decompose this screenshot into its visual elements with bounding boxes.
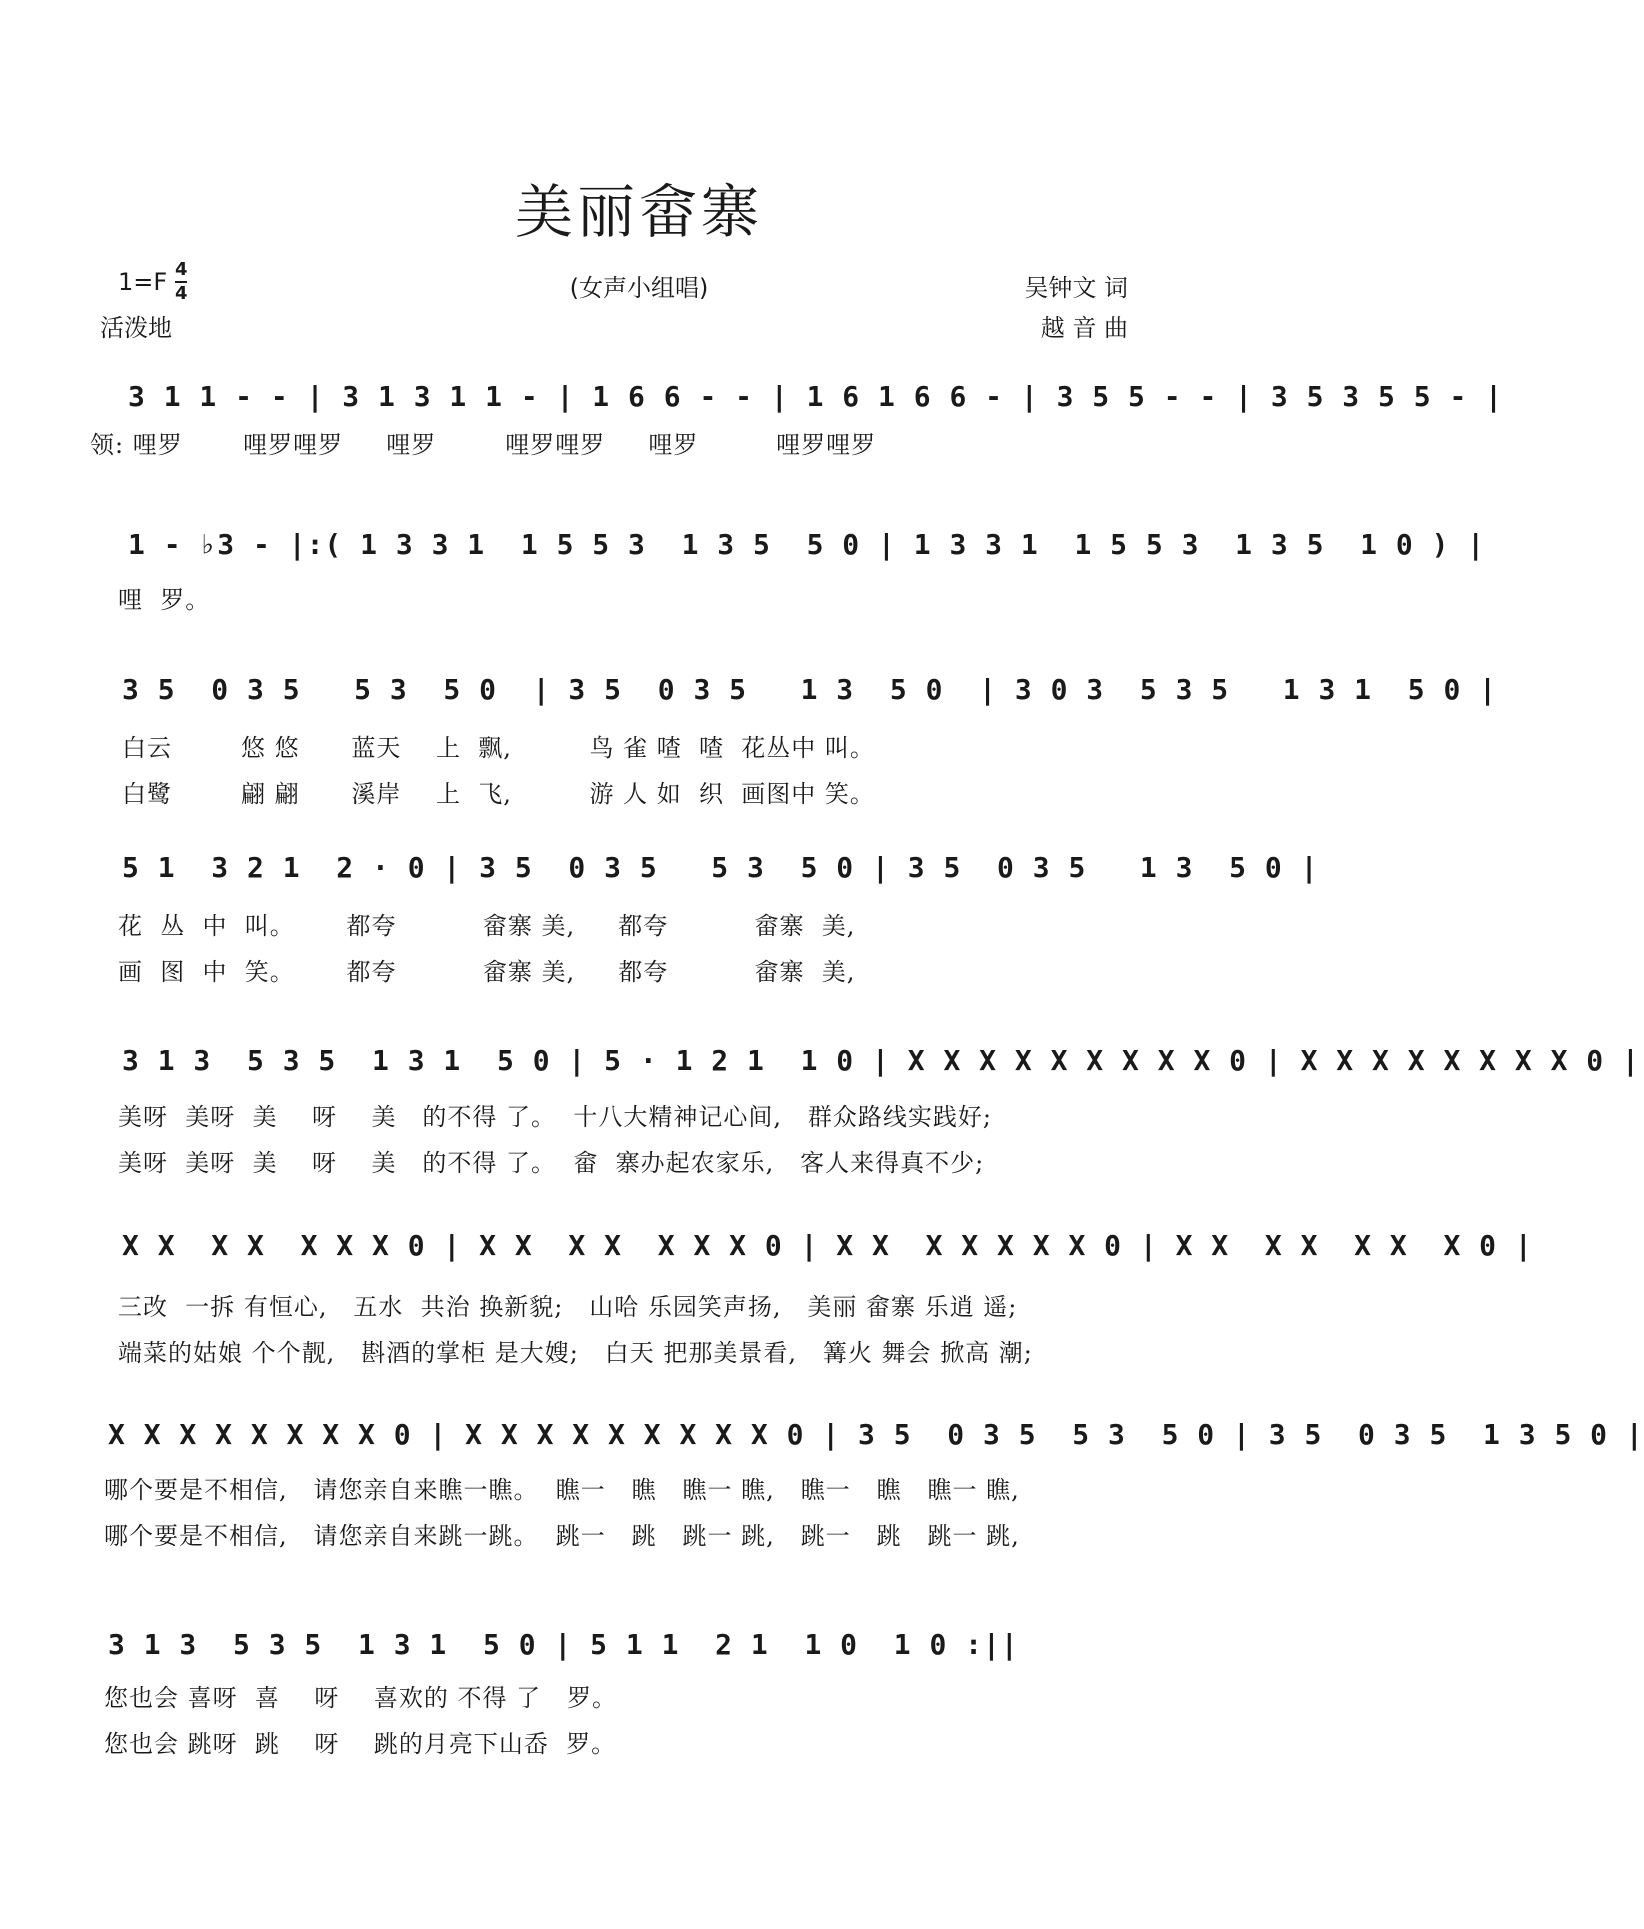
notation-line-5: 3 1 3 5 3 5 1 3 1 5 0 | 5 · 1 2 1 1 0 | X X X X X X X X X 0 | X X X X X X X X 0 |	[122, 1044, 1640, 1077]
notation-line-4: 5 1 3 2 1 2 · 0 | 3 5 0 3 5 5 3 5 0 | 3 5 0 3 5 1 3 5 0 |	[122, 851, 1319, 884]
lyric-line-2: 哩 罗。	[118, 586, 211, 614]
notation-line-1: 3 1 1 - - | 3 1 3 1 1 - | 1 6 6 - - | 1 6 1 6 6 - | 3 5 5 - - | 3 5 3 5 5 - |	[128, 380, 1504, 413]
lyric-line-3b: 白鹭 翩 翩 溪岸 上 飞, 游 人 如 织 画图中 笑。	[122, 780, 875, 808]
page-title: 美丽畲寨	[514, 178, 763, 246]
lyric-line-4b: 画 图 中 笑。 都夸 畲寨 美, 都夸 畲寨 美,	[118, 958, 856, 986]
notation-line-6: X X X X X X X 0 | X X X X X X X 0 | X X X X X X X 0 | X X X X X X X 0 |	[122, 1229, 1533, 1262]
lyric-line-7a: 哪个要是不相信, 请您亲自来瞧一瞧。 瞧一 瞧 瞧一 瞧, 瞧一 瞧 瞧一 瞧,	[104, 1476, 1020, 1504]
lyric-line-3a: 白云 悠 悠 蓝天 上 飘, 鸟 雀 喳 喳 花丛中 叫。	[122, 734, 875, 762]
notation-line-2: 1 - ♭3 - |:( 1 3 3 1 1 5 5 3 1 3 5 5 0 | 1 3 3 1 1 5 5 3 1 3 5 1 0 ) |	[128, 528, 1486, 561]
time-signature-top: 4	[175, 259, 188, 280]
lyricist-credit: 吴钟文 词	[1024, 274, 1128, 302]
composer-credit: 越 音 曲	[1040, 314, 1128, 342]
key-signature: 1=F	[118, 268, 168, 296]
lyric-line-1: 领: 哩罗 哩罗哩罗 哩罗 哩罗哩罗 哩罗 哩罗哩罗	[90, 431, 877, 459]
lyric-line-7b: 哪个要是不相信, 请您亲自来跳一跳。 跳一 跳 跳一 跳, 跳一 跳 跳一 跳,	[104, 1522, 1020, 1550]
time-signature-bottom: 4	[175, 283, 188, 304]
lyric-line-6b: 端菜的姑娘 个个靓, 斟酒的掌柜 是大嫂; 白天 把那美景看, 篝火 舞会 掀高 潮;	[118, 1339, 1033, 1367]
performance-note: (女声小组唱)	[569, 274, 709, 302]
notation-line-3: 3 5 0 3 5 5 3 5 0 | 3 5 0 3 5 1 3 5 0 | 3 0 3 5 3 5 1 3 1 5 0 |	[122, 673, 1498, 706]
lyric-line-5b: 美呀 美呀 美 呀 美 的不得 了。 畲 寨办起农家乐, 客人来得真不少;	[118, 1149, 985, 1177]
tempo-marking: 活泼地	[100, 314, 172, 342]
lyric-line-8a: 您也会 喜呀 喜 呀 喜欢的 不得 了 罗。	[104, 1684, 618, 1712]
lyric-line-4a: 花 丛 中 叫。 都夸 畲寨 美, 都夸 畲寨 美,	[118, 912, 856, 940]
lyric-line-8b: 您也会 跳呀 跳 呀 跳的月亮下山岙 罗。	[104, 1730, 617, 1758]
lyric-line-5a: 美呀 美呀 美 呀 美 的不得 了。 十八大精神记心间, 群众路线实践好;	[118, 1103, 992, 1131]
notation-line-8: 3 1 3 5 3 5 1 3 1 5 0 | 5 1 1 2 1 1 0 1 0 :||	[108, 1628, 1019, 1661]
lyric-line-6a: 三改 一拆 有恒心, 五水 共治 换新貌; 山哈 乐园笑声扬, 美丽 畲寨 乐逍 遥;	[118, 1293, 1018, 1321]
notation-line-7: X X X X X X X X 0 | X X X X X X X X X 0 | 3 5 0 3 5 5 3 5 0 | 3 5 0 3 5 1 3 5 0 |	[108, 1418, 1644, 1451]
